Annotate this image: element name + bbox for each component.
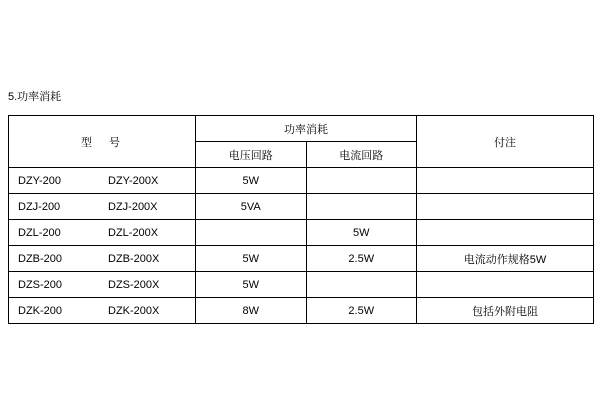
cell-voltage [196,220,307,246]
power-consumption-table [8,115,594,324]
model-pair [9,175,195,187]
table-header [9,116,594,168]
cell-remark: 电流动作规格5W [417,246,594,272]
cell-remark [417,220,594,246]
column-header-voltage-circuit: 电压回路 [196,142,307,168]
model-pair [9,227,195,239]
cell-current: 5W [306,220,417,246]
column-header-model [9,116,196,168]
cell-model [9,220,196,246]
table-row [9,168,594,194]
cell-current: 2.5W [306,298,417,324]
cell-model [9,194,196,220]
column-header-remark: 付注 [417,116,594,168]
model-code-secondary: DZB-200X [108,252,160,265]
cell-model [9,272,196,298]
cell-current [306,168,417,194]
model-code-primary: DZK-200 [18,304,63,317]
cell-remark [417,194,594,220]
cell-model [9,298,196,324]
model-code-primary: DZL-200 [18,226,61,239]
table-row [9,194,594,220]
model-code-primary: DZJ-200 [18,200,61,213]
cell-current: 2.5W [306,246,417,272]
column-header-model-label: 型 号 [81,136,123,149]
cell-voltage: 8W [196,298,307,324]
model-pair [9,305,195,317]
model-pair [9,279,195,291]
section-title: 5.功率消耗 [8,91,62,103]
table-row [9,298,594,324]
model-code-secondary: DZS-200X [108,278,160,291]
model-code-secondary: DZK-200X [108,304,160,317]
cell-voltage: 5W [196,246,307,272]
model-code-secondary: DZL-200X [108,226,159,239]
cell-remark: 包括外附电阻 [417,298,594,324]
model-code-primary: DZY-200 [18,174,62,187]
cell-voltage: 5W [196,168,307,194]
power-consumption-table-wrapper [8,115,592,324]
table-header-row-primary [9,116,594,142]
cell-current [306,272,417,298]
column-header-power: 功率消耗 [196,116,417,142]
model-code-primary: DZB-200 [18,252,63,265]
cell-remark [417,168,594,194]
cell-model [9,168,196,194]
model-pair [9,253,195,265]
cell-voltage: 5VA [196,194,307,220]
cell-current [306,194,417,220]
model-pair [9,201,195,213]
table-row [9,220,594,246]
model-code-primary: DZS-200 [18,278,63,291]
cell-voltage: 5W [196,272,307,298]
table-row [9,272,594,298]
cell-remark [417,272,594,298]
cell-model [9,246,196,272]
model-code-secondary: DZJ-200X [108,200,158,213]
model-code-secondary: DZY-200X [108,174,159,187]
table-row [9,246,594,272]
column-header-current-circuit: 电流回路 [306,142,417,168]
table-body [9,168,594,324]
